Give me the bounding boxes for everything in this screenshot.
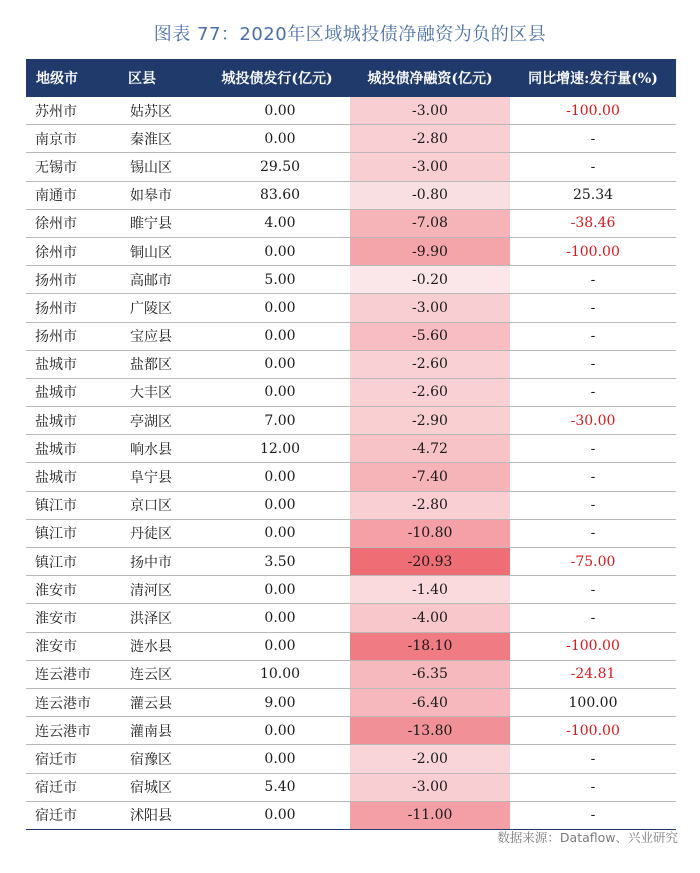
city-cell: 淮安市: [26, 632, 118, 660]
yoy-growth-cell: -: [510, 294, 676, 322]
net-financing-cell: -10.80: [350, 519, 510, 547]
header-district: 区县: [118, 59, 204, 97]
district-cell: 京口区: [118, 491, 204, 519]
issuance-cell: 0.00: [204, 378, 350, 406]
city-cell: 扬州市: [26, 322, 118, 350]
yoy-growth-cell: -: [510, 604, 676, 632]
city-cell: 镇江市: [26, 519, 118, 547]
issuance-cell: 0.00: [204, 576, 350, 604]
yoy-growth-cell: -: [510, 378, 676, 406]
issuance-cell: 10.00: [204, 660, 350, 688]
district-cell: 涟水县: [118, 632, 204, 660]
yoy-growth-cell: -: [510, 322, 676, 350]
net-financing-cell: -2.90: [350, 407, 510, 435]
issuance-cell: 0.00: [204, 294, 350, 322]
district-cell: 沭阳县: [118, 801, 204, 829]
city-cell: 盐城市: [26, 435, 118, 463]
net-financing-cell: -4.00: [350, 604, 510, 632]
net-financing-cell: -2.60: [350, 350, 510, 378]
header-row: [26, 59, 676, 97]
net-financing-cell: -3.00: [350, 153, 510, 181]
table-row: [26, 773, 676, 801]
yoy-growth-cell: -100.00: [510, 237, 676, 265]
city-cell: 南京市: [26, 125, 118, 153]
city-cell: 苏州市: [26, 97, 118, 125]
issuance-cell: 0.00: [204, 801, 350, 829]
district-cell: 姑苏区: [118, 97, 204, 125]
district-cell: 灌南县: [118, 717, 204, 745]
city-cell: 南通市: [26, 181, 118, 209]
header-yoy-growth: 同比增速:发行量(%): [510, 59, 676, 97]
table-row: [26, 576, 676, 604]
net-financing-cell: -1.40: [350, 576, 510, 604]
table-row: [26, 125, 676, 153]
city-cell: 淮安市: [26, 604, 118, 632]
city-cell: 徐州市: [26, 237, 118, 265]
city-cell: 镇江市: [26, 548, 118, 576]
issuance-cell: 7.00: [204, 407, 350, 435]
yoy-growth-cell: -: [510, 266, 676, 294]
issuance-cell: 5.00: [204, 266, 350, 294]
city-cell: 宿迁市: [26, 745, 118, 773]
yoy-growth-cell: -: [510, 463, 676, 491]
city-cell: 连云港市: [26, 717, 118, 745]
district-cell: 灌云县: [118, 688, 204, 716]
city-cell: 连云港市: [26, 688, 118, 716]
table-row: [26, 378, 676, 406]
net-financing-cell: -18.10: [350, 632, 510, 660]
table-row: [26, 801, 676, 829]
issuance-cell: 0.00: [204, 237, 350, 265]
yoy-growth-cell: -100.00: [510, 717, 676, 745]
net-financing-cell: -2.80: [350, 125, 510, 153]
district-cell: 如皋市: [118, 181, 204, 209]
city-cell: 宿迁市: [26, 801, 118, 829]
issuance-cell: 3.50: [204, 548, 350, 576]
district-cell: 响水县: [118, 435, 204, 463]
district-cell: 宿豫区: [118, 745, 204, 773]
city-cell: 徐州市: [26, 209, 118, 237]
district-cell: 大丰区: [118, 378, 204, 406]
yoy-growth-cell: -: [510, 350, 676, 378]
yoy-growth-cell: -: [510, 773, 676, 801]
issuance-cell: 0.00: [204, 125, 350, 153]
table-row: [26, 181, 676, 209]
district-cell: 扬中市: [118, 548, 204, 576]
yoy-growth-cell: -30.00: [510, 407, 676, 435]
figure-title: 图表 77：2020年区域城投债净融资为负的区县: [153, 24, 547, 45]
table-row: [26, 491, 676, 519]
district-cell: 宝应县: [118, 322, 204, 350]
net-financing-cell: -2.60: [350, 378, 510, 406]
net-financing-cell: -2.80: [350, 491, 510, 519]
issuance-cell: 5.40: [204, 773, 350, 801]
district-cell: 铜山区: [118, 237, 204, 265]
yoy-growth-cell: 25.34: [510, 181, 676, 209]
issuance-cell: 0.00: [204, 604, 350, 632]
district-cell: 洪泽区: [118, 604, 204, 632]
yoy-growth-cell: -: [510, 745, 676, 773]
city-cell: 盐城市: [26, 463, 118, 491]
district-cell: 秦淮区: [118, 125, 204, 153]
net-financing-cell: -0.80: [350, 181, 510, 209]
table-row: [26, 322, 676, 350]
net-financing-cell: -3.00: [350, 773, 510, 801]
issuance-cell: 0.00: [204, 491, 350, 519]
header-city: 地级市: [26, 59, 118, 97]
district-cell: 盐都区: [118, 350, 204, 378]
header-net-financing: 城投债净融资(亿元): [350, 59, 510, 97]
city-cell: 淮安市: [26, 576, 118, 604]
table-row: [26, 604, 676, 632]
city-cell: 连云港市: [26, 660, 118, 688]
issuance-cell: 0.00: [204, 322, 350, 350]
city-cell: 盐城市: [26, 378, 118, 406]
table-row: [26, 688, 676, 716]
yoy-growth-cell: -: [510, 153, 676, 181]
table-row: [26, 407, 676, 435]
city-cell: 宿迁市: [26, 773, 118, 801]
table-row: [26, 209, 676, 237]
city-cell: 盐城市: [26, 407, 118, 435]
header-issuance: 城投债发行(亿元): [204, 59, 350, 97]
net-financing-cell: -4.72: [350, 435, 510, 463]
issuance-cell: 9.00: [204, 688, 350, 716]
issuance-cell: 0.00: [204, 97, 350, 125]
net-financing-cell: -7.08: [350, 209, 510, 237]
yoy-growth-cell: -24.81: [510, 660, 676, 688]
yoy-growth-cell: -: [510, 435, 676, 463]
table-row: [26, 745, 676, 773]
table-row: [26, 548, 676, 576]
issuance-cell: 83.60: [204, 181, 350, 209]
yoy-growth-cell: -: [510, 519, 676, 547]
table-row: [26, 153, 676, 181]
issuance-cell: 0.00: [204, 519, 350, 547]
net-financing-cell: -6.40: [350, 688, 510, 716]
table-row: [26, 97, 676, 125]
issuance-cell: 0.00: [204, 632, 350, 660]
city-cell: 扬州市: [26, 294, 118, 322]
source-note: 数据来源：Dataflow、兴业研究: [497, 830, 678, 845]
yoy-growth-cell: -: [510, 125, 676, 153]
issuance-cell: 0.00: [204, 745, 350, 773]
issuance-cell: 0.00: [204, 350, 350, 378]
table-row: [26, 463, 676, 491]
table-row: [26, 632, 676, 660]
issuance-cell: 0.00: [204, 717, 350, 745]
yoy-growth-cell: -: [510, 801, 676, 829]
net-financing-cell: -3.00: [350, 294, 510, 322]
net-financing-cell: -9.90: [350, 237, 510, 265]
data-table: [26, 59, 676, 830]
table-row: [26, 717, 676, 745]
yoy-growth-cell: -: [510, 491, 676, 519]
city-cell: 无锡市: [26, 153, 118, 181]
district-cell: 亭湖区: [118, 407, 204, 435]
district-cell: 广陵区: [118, 294, 204, 322]
yoy-growth-cell: -100.00: [510, 97, 676, 125]
district-cell: 高邮市: [118, 266, 204, 294]
yoy-growth-cell: -38.46: [510, 209, 676, 237]
table-header: [26, 59, 676, 97]
yoy-growth-cell: -75.00: [510, 548, 676, 576]
city-cell: 镇江市: [26, 491, 118, 519]
district-cell: 睢宁县: [118, 209, 204, 237]
net-financing-cell: -13.80: [350, 717, 510, 745]
district-cell: 锡山区: [118, 153, 204, 181]
table-row: [26, 350, 676, 378]
district-cell: 宿城区: [118, 773, 204, 801]
table-row: [26, 519, 676, 547]
net-financing-cell: -0.20: [350, 266, 510, 294]
city-cell: 盐城市: [26, 350, 118, 378]
net-financing-cell: -5.60: [350, 322, 510, 350]
district-cell: 阜宁县: [118, 463, 204, 491]
yoy-growth-cell: -: [510, 576, 676, 604]
city-cell: 扬州市: [26, 266, 118, 294]
net-financing-cell: -3.00: [350, 97, 510, 125]
table-row: [26, 435, 676, 463]
district-cell: 清河区: [118, 576, 204, 604]
net-financing-cell: -20.93: [350, 548, 510, 576]
yoy-growth-cell: 100.00: [510, 688, 676, 716]
table-row: [26, 237, 676, 265]
table-row: [26, 266, 676, 294]
district-cell: 连云区: [118, 660, 204, 688]
net-financing-cell: -7.40: [350, 463, 510, 491]
issuance-cell: 29.50: [204, 153, 350, 181]
issuance-cell: 4.00: [204, 209, 350, 237]
net-financing-cell: -11.00: [350, 801, 510, 829]
table-row: [26, 660, 676, 688]
table-body: [26, 97, 676, 830]
district-cell: 丹徒区: [118, 519, 204, 547]
net-financing-cell: -6.35: [350, 660, 510, 688]
issuance-cell: 0.00: [204, 463, 350, 491]
table-row: [26, 294, 676, 322]
net-financing-cell: -2.00: [350, 745, 510, 773]
yoy-growth-cell: -100.00: [510, 632, 676, 660]
issuance-cell: 12.00: [204, 435, 350, 463]
